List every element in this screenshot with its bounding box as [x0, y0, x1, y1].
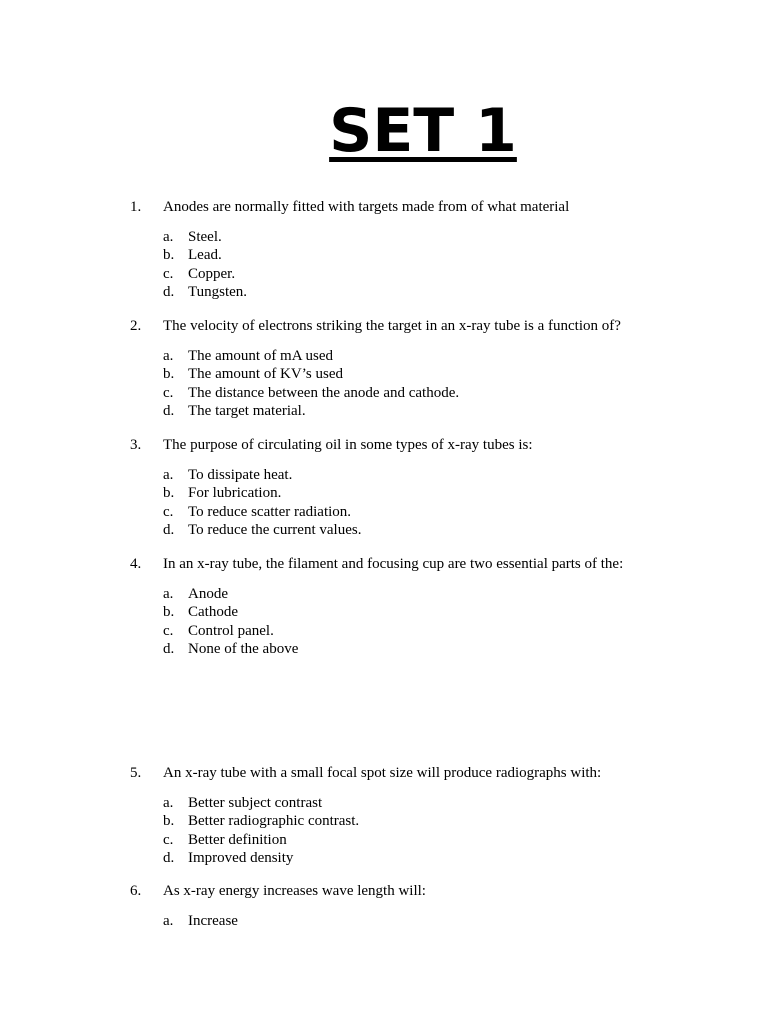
- option-c: [130, 265, 730, 283]
- option-text: Tungsten.: [188, 283, 248, 300]
- question-stem: [130, 882, 730, 900]
- question-text: In an x-ray tube, the filament and focusing cup are two essential parts of the:: [163, 556, 624, 572]
- option-letter: a.: [163, 795, 174, 811]
- option-text: Control panel.: [188, 622, 274, 639]
- option-a: [130, 794, 730, 812]
- option-a: [130, 466, 730, 484]
- question-stem: [130, 764, 730, 782]
- question-number: 3.: [130, 437, 142, 453]
- question-text: The purpose of circulating oil in some types of x-ray tubes is:: [163, 437, 533, 453]
- option-text: Increase: [188, 913, 238, 929]
- question-3: [130, 436, 730, 539]
- option-b: [130, 484, 730, 502]
- question-stem: [130, 317, 730, 335]
- option-letter: a.: [163, 229, 174, 245]
- question-4: [130, 555, 730, 658]
- question-text: Anodes are normally fitted with targets made from of what material: [163, 199, 570, 215]
- option-c: [130, 831, 730, 849]
- option-letter: c.: [163, 622, 174, 639]
- option-text: Better definition: [188, 831, 287, 848]
- option-text: For lubrication.: [188, 485, 282, 502]
- option-letter: b.: [163, 366, 175, 383]
- page-title: SET 1: [329, 96, 517, 166]
- option-list: [130, 912, 730, 930]
- option-b: [130, 365, 730, 383]
- option-letter: b.: [163, 247, 175, 264]
- option-letter: d.: [163, 402, 175, 419]
- option-text: The amount of KV’s used: [188, 366, 343, 383]
- question-6: [130, 882, 730, 930]
- option-a: [130, 585, 730, 603]
- question-number: 5.: [130, 765, 142, 781]
- option-c: [130, 622, 730, 640]
- option-a: [130, 347, 730, 365]
- option-letter: d.: [163, 849, 175, 866]
- option-a: [130, 228, 730, 246]
- question-text: As x-ray energy increases wave length will:: [163, 883, 426, 899]
- option-list: [130, 228, 730, 301]
- option-text: To reduce scatter radiation.: [188, 503, 352, 520]
- option-text: Copper.: [188, 265, 236, 282]
- option-b: [130, 603, 730, 621]
- option-text: The amount of mA used: [188, 348, 333, 364]
- option-text: Cathode: [188, 604, 238, 621]
- option-letter: a.: [163, 586, 174, 602]
- option-text: To reduce the current values.: [188, 521, 362, 538]
- option-letter: d.: [163, 640, 175, 657]
- question-number: 1.: [130, 199, 142, 215]
- option-b: [130, 812, 730, 830]
- option-text: Improved density: [188, 849, 294, 866]
- option-text: Steel.: [188, 229, 222, 245]
- option-text: The distance between the anode and cathode.: [188, 384, 460, 401]
- option-c: [130, 503, 730, 521]
- option-letter: c.: [163, 503, 174, 520]
- question-number: 4.: [130, 556, 142, 572]
- option-d: [130, 849, 730, 867]
- option-text: Anode: [188, 586, 228, 602]
- option-letter: a.: [163, 913, 174, 929]
- option-letter: b.: [163, 485, 175, 502]
- option-b: [130, 246, 730, 264]
- option-text: Better radiographic contrast.: [188, 813, 360, 830]
- option-letter: d.: [163, 521, 175, 538]
- option-letter: c.: [163, 384, 174, 401]
- option-letter: b.: [163, 813, 175, 830]
- option-list: [130, 347, 730, 420]
- question-1: [130, 198, 730, 301]
- option-letter: a.: [163, 348, 174, 364]
- option-c: [130, 384, 730, 402]
- question-text: An x-ray tube with a small focal spot size will produce radiographs with:: [163, 765, 602, 781]
- option-letter: d.: [163, 283, 175, 300]
- option-letter: c.: [163, 265, 174, 282]
- option-letter: a.: [163, 467, 174, 483]
- option-text: To dissipate heat.: [188, 467, 293, 483]
- question-stem: [130, 436, 730, 454]
- option-text: None of the above: [188, 640, 299, 657]
- option-text: Lead.: [188, 247, 222, 264]
- option-a: [130, 912, 730, 930]
- option-d: [130, 640, 730, 658]
- question-stem: [130, 198, 730, 216]
- option-d: [130, 521, 730, 539]
- option-text: The target material.: [188, 402, 306, 419]
- option-letter: b.: [163, 604, 175, 621]
- question-number: 2.: [130, 318, 142, 334]
- option-list: [130, 585, 730, 658]
- question-2: [130, 317, 730, 420]
- option-list: [130, 466, 730, 539]
- question-stem: [130, 555, 730, 573]
- option-text: Better subject contrast: [188, 795, 323, 811]
- question-5: [130, 764, 730, 867]
- question-text: The velocity of electrons striking the target in an x-ray tube is a function of?: [163, 318, 621, 334]
- option-list: [130, 794, 730, 867]
- question-number: 6.: [130, 883, 142, 899]
- option-d: [130, 402, 730, 420]
- option-d: [130, 283, 730, 301]
- option-letter: c.: [163, 831, 174, 848]
